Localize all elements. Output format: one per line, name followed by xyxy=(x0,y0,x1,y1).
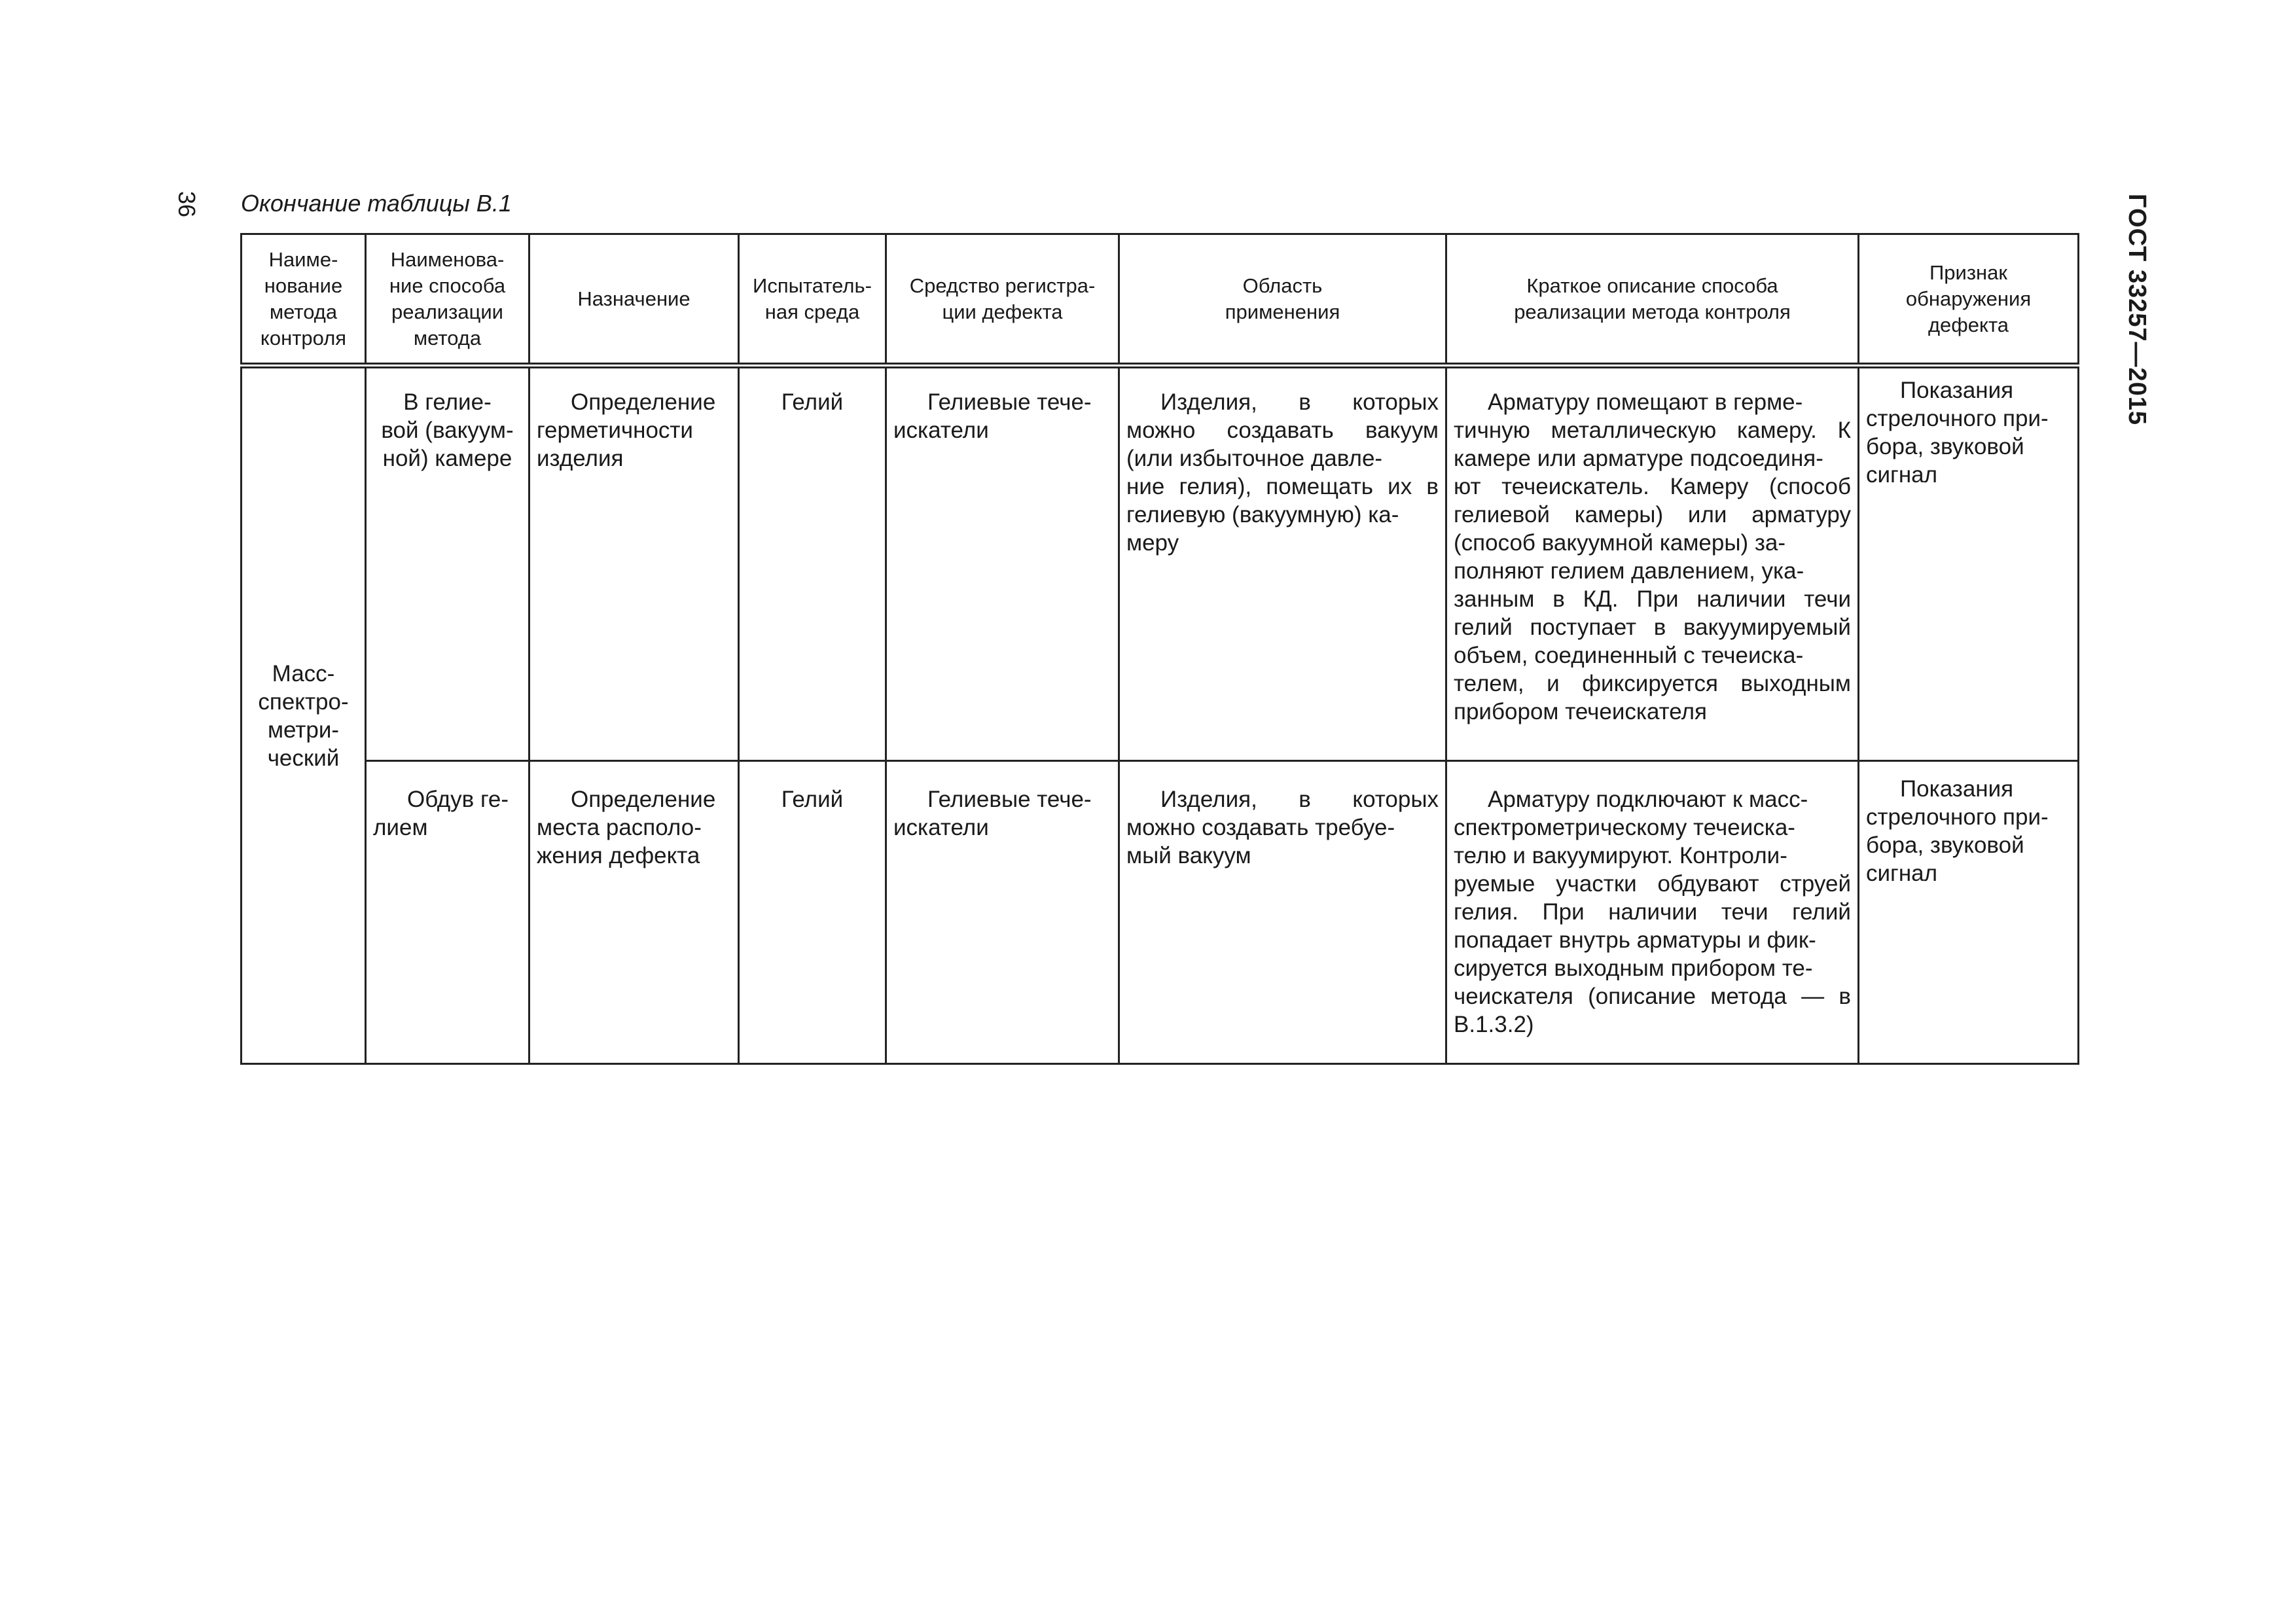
header-cell: Краткое описание способа реализации метода контроля xyxy=(1446,234,1859,366)
page-number: 36 xyxy=(173,191,200,218)
scope-cell: Изделия, в которых можно создавать вакуум (или избыточное давле- ние гелия), помещать их в гелиевую (вакуумную) ка- меру xyxy=(1119,366,1446,761)
description-cell: Арматуру подключают к масс- спектрометрическому течеиска- телю и вакуумируют. Контроли- руемые участки обдувают струей гелия. При наличии течи гелий попадает внутрь арматуры и фик- сируется выходным прибором те- чеискателя (описание метода — в В.1.3.2) xyxy=(1446,761,1859,1064)
description-cell: Арматуру помещают в герме- тичную металлическую камеру. К камере или арматуре подсоединя- ют течеискатель. Камеру (способ гелиевой камеры) или арматуру (способ вакуумной камеры) за- полняют гелием давлением, ука- занным в КД. При наличии течи гелий поступает в вакуумируемый объем, соединенный с течеиска- телем, и фиксируется выходным прибором течеискателя xyxy=(1446,366,1859,761)
method-cell: Масс- спектро- метри- ческий xyxy=(242,366,366,1064)
way-cell: Обдув ге- лием xyxy=(366,761,529,1064)
table-row xyxy=(242,761,2079,1064)
medium-cell: Гелий xyxy=(739,761,886,1064)
header-cell: Испытатель- ная среда xyxy=(739,234,886,366)
header-cell: Область применения xyxy=(1119,234,1446,366)
purpose-cell: Определение герметичности изделия xyxy=(529,366,739,761)
header-cell: Назначение xyxy=(529,234,739,366)
table-caption: Окончание таблицы В.1 xyxy=(241,190,512,217)
document-code: ГОСТ 33257—2015 xyxy=(2123,194,2151,426)
purpose-cell: Определение места располо- жения дефекта xyxy=(529,761,739,1064)
registration-cell: Гелиевые тече- искатели xyxy=(886,366,1119,761)
header-cell: Наиме- нование метода контроля xyxy=(242,234,366,366)
registration-cell: Гелиевые тече- искатели xyxy=(886,761,1119,1064)
methods-table xyxy=(240,233,2079,1065)
scope-cell: Изделия, в которых можно создавать требуе- мый вакуум xyxy=(1119,761,1446,1064)
medium-cell: Гелий xyxy=(739,366,886,761)
header-cell: Средство регистра- ции дефекта xyxy=(886,234,1119,366)
header-cell: Наименова- ние способа реализации метода xyxy=(366,234,529,366)
sign-cell: Показания стрелочного при- бора, звуковой сигнал xyxy=(1859,366,2079,761)
way-cell: В гелие- вой (вакуум- ной) камере xyxy=(366,366,529,761)
header-row xyxy=(242,234,2079,366)
table-row xyxy=(242,366,2079,761)
sign-cell: Показания стрелочного при- бора, звуковой сигнал xyxy=(1859,761,2079,1064)
header-cell: Признак обнаружения дефекта xyxy=(1859,234,2079,366)
